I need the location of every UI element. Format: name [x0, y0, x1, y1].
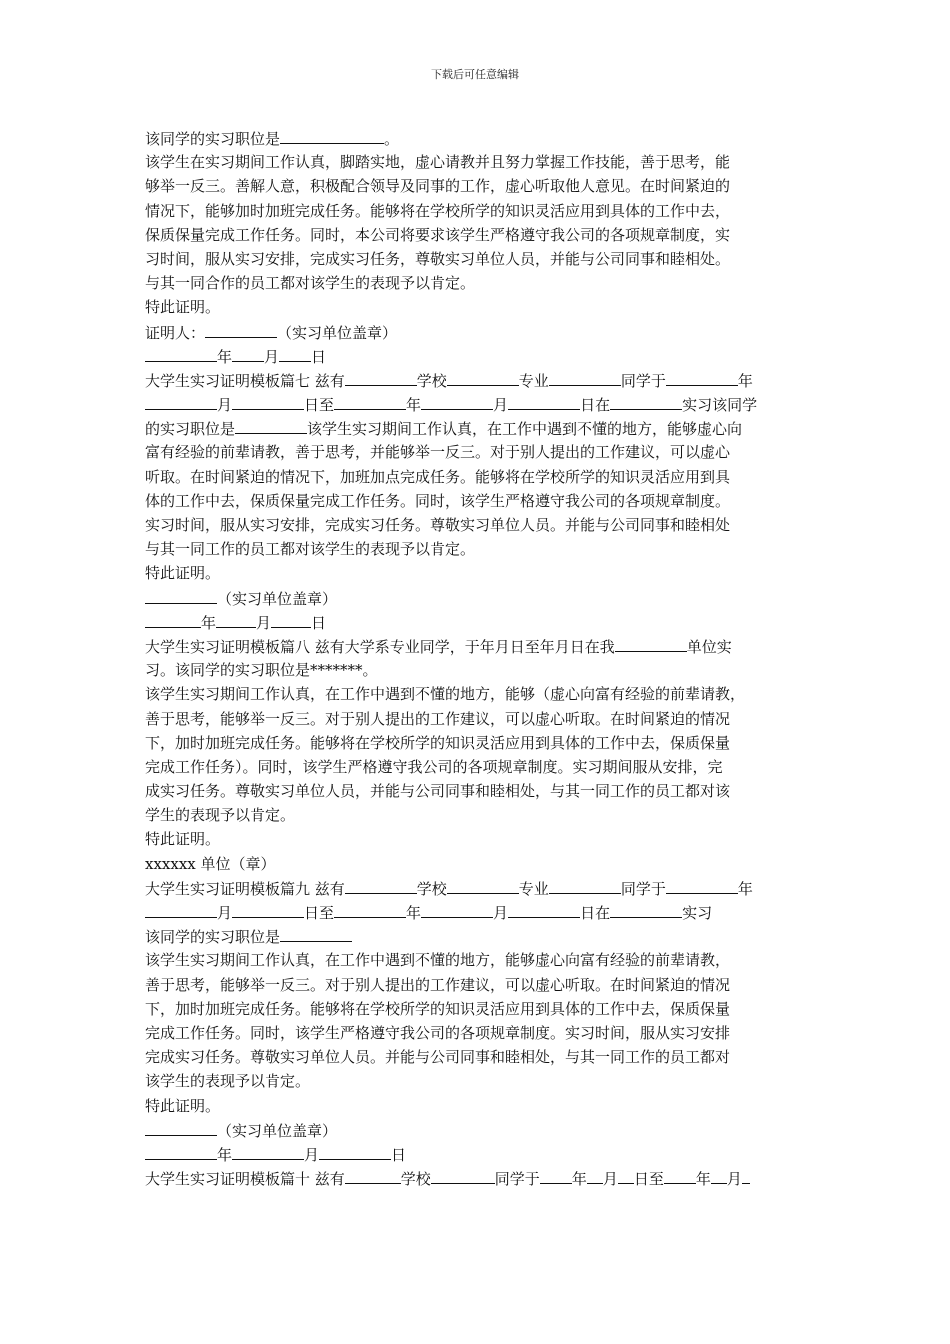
- fill-in-blank: [345, 876, 417, 894]
- page-header: 下载后可任意编辑: [431, 68, 519, 81]
- fill-in-blank: [742, 1166, 750, 1184]
- text-line: 大学生实习证明模板篇十 兹有 学校 同学于 年 月 日至 年 月: [145, 1166, 825, 1190]
- fill-in-blank: [540, 1166, 572, 1184]
- text-line: 完成实习任务。尊敬实习单位人员。并能与公司同事和睦相处，与其一同工作的员工都对: [145, 1048, 731, 1067]
- text-line: （实习单位盖章）: [145, 586, 825, 610]
- fill-in-blank: [145, 586, 217, 604]
- fill-in-blank: [279, 344, 311, 362]
- fill-in-blank: [615, 634, 687, 652]
- text-line: 月 日至 年 月 日在 实习: [145, 900, 825, 924]
- fill-in-blank: [145, 344, 217, 362]
- text-line: 大学生实习证明模板篇七 兹有 学校 专业 同学于 年: [145, 368, 825, 392]
- text-line: 的实习职位是 该学生实习期间工作认真，在工作中遇到不懂的地方，能够虚心向: [145, 416, 825, 440]
- text-line: （实习单位盖章）: [145, 1118, 825, 1142]
- text-line: 大学生实习证明模板篇八 兹有大学系专业同学，于年月日至年月日在我 单位实: [145, 634, 825, 658]
- text-line: 完成工作任务。同时，该学生严格遵守我公司的各项规章制度。实习时间，服从实习安排: [145, 1023, 731, 1042]
- fill-in-blank: [664, 1166, 696, 1184]
- fill-in-blank: [232, 1142, 304, 1160]
- fill-in-blank: [334, 392, 406, 410]
- text-line: 该同学的实习职位是 。: [145, 126, 825, 150]
- fill-in-blank: [145, 610, 201, 628]
- text-line: 善于思考，能够举一反三。对于别人提出的工作建议，可以虚心听取。在时间紧迫的情况: [145, 709, 731, 728]
- fill-in-blank: [232, 392, 304, 410]
- fill-in-blank: [145, 1142, 217, 1160]
- fill-in-blank: [345, 368, 417, 386]
- fill-in-blank: [508, 392, 580, 410]
- text-line: 成实习任务。尊敬实习单位人员，并能与公司同事和睦相处，与其一同工作的员工都对该: [145, 782, 731, 801]
- text-line: 体的工作中去，保质保量完成工作任务。同时，该学生严格遵守我公司的各项规章制度。: [145, 491, 731, 510]
- fill-in-blank: [666, 876, 738, 894]
- fill-in-blank: [508, 900, 580, 918]
- text-line: 年 月 日: [145, 344, 825, 368]
- fill-in-blank: [334, 900, 406, 918]
- text-line: 年 月 日: [145, 610, 825, 634]
- fill-in-blank: [447, 876, 519, 894]
- fill-in-blank: [447, 368, 519, 386]
- fill-in-blank: [145, 392, 217, 410]
- fill-in-blank: [587, 1166, 603, 1184]
- document-body: [145, 126, 825, 1190]
- text-line: 够举一反三。善解人意，积极配合领导及同事的工作，虚心听取他人意见。在时间紧迫的: [145, 177, 731, 196]
- fill-in-blank: [666, 368, 738, 386]
- fill-in-blank: [235, 416, 307, 434]
- text-line: 该同学的实习职位是: [145, 924, 825, 948]
- fill-in-blank: [145, 900, 217, 918]
- text-line: 与其一同合作的员工都对该学生的表现予以肯定。: [145, 274, 476, 293]
- text-line: 月 日至 年 月 日在 实习该同学: [145, 392, 825, 416]
- text-line: 实习时间，服从实习安排，完成实习任务。尊敬实习单位人员。并能与公司同事和睦相处: [145, 516, 731, 534]
- text-line: 该学生实习期间工作认真，在工作中遇到不懂的地方，能够虚心向富有经验的前辈请教，: [145, 951, 731, 970]
- fill-in-blank: [145, 1118, 217, 1136]
- fill-in-blank: [711, 1166, 727, 1184]
- text-line: 该学生在实习期间工作认真，脚踏实地，虚心请教并且努力掌握工作技能，善于思考，能: [145, 153, 731, 172]
- text-line: 善于思考，能够举一反三。对于别人提出的工作建议，可以虚心听取。在时间紧迫的情况: [145, 975, 731, 994]
- text-line: 与其一同工作的员工都对该学生的表现予以肯定。: [145, 540, 476, 559]
- text-line: 大学生实习证明模板篇九 兹有 学校 专业 同学于 年: [145, 876, 825, 900]
- fill-in-blank: [280, 126, 384, 144]
- fill-in-blank: [216, 610, 256, 628]
- fill-in-blank: [232, 344, 264, 362]
- fill-in-blank: [549, 876, 621, 894]
- text-line: 年 月 日: [145, 1142, 825, 1166]
- fill-in-blank: [345, 1166, 401, 1184]
- text-line: 下，加时加班完成任务。能够将在学校所学的知识灵活应用到具体的工作中去，保质保量: [145, 733, 731, 752]
- text-line: 特此证明。: [145, 1096, 221, 1115]
- text-line: 学生的表现予以肯定。: [145, 806, 296, 825]
- fill-in-blank: [280, 924, 352, 942]
- fill-in-blank: [549, 368, 621, 386]
- text-line: 听取。在时间紧迫的情况下，加班加点完成任务。能够将在学校所学的知识灵活应用到具: [145, 467, 731, 486]
- fill-in-blank: [610, 392, 682, 410]
- fill-in-blank: [319, 1142, 391, 1160]
- fill-in-blank: [205, 320, 277, 338]
- text-line: 情况下，能够加时加班完成任务。能够将在学校所学的知识灵活应用到具体的工作中去，: [145, 201, 731, 220]
- text-line: 保质保量完成工作任务。同时，本公司将要求该学生严格遵守我公司的各项规章制度，实: [145, 225, 731, 244]
- text-line: 特此证明。: [145, 830, 221, 849]
- text-line: 习时间，服从实习安排，完成实习任务，尊敬实习单位人员，并能与公司同事和睦相处。: [145, 249, 731, 268]
- fill-in-blank: [618, 1166, 634, 1184]
- text-line: 下，加时加班完成任务。能够将在学校所学的知识灵活应用到具体的工作中去，保质保量: [145, 999, 731, 1018]
- fill-in-blank: [421, 392, 493, 410]
- fill-in-blank: [610, 900, 682, 918]
- text-line: 完成工作任务）。同时，该学生严格遵守我公司的各项规章制度。实习期间服从安排，完: [145, 757, 723, 776]
- text-line: 习。该同学的实习职位是*******。: [145, 661, 378, 680]
- text-line: 富有经验的前辈请教，善于思考，并能够举一反三。对于别人提出的工作建议，可以虚心: [145, 443, 731, 462]
- text-line: 该学生的表现予以肯定。: [145, 1072, 311, 1091]
- text-line: 特此证明。: [145, 564, 221, 583]
- text-line: xxxxxx 单位（章）: [145, 854, 276, 873]
- text-line: 证明人： （实习单位盖章）: [145, 320, 825, 344]
- text-line: 特此证明。: [145, 298, 221, 317]
- fill-in-blank: [421, 900, 493, 918]
- fill-in-blank: [431, 1166, 495, 1184]
- fill-in-blank: [271, 610, 311, 628]
- fill-in-blank: [232, 900, 304, 918]
- text-line: 该学生实习期间工作认真，在工作中遇到不懂的地方，能够（虚心向富有经验的前辈请教，: [145, 685, 746, 704]
